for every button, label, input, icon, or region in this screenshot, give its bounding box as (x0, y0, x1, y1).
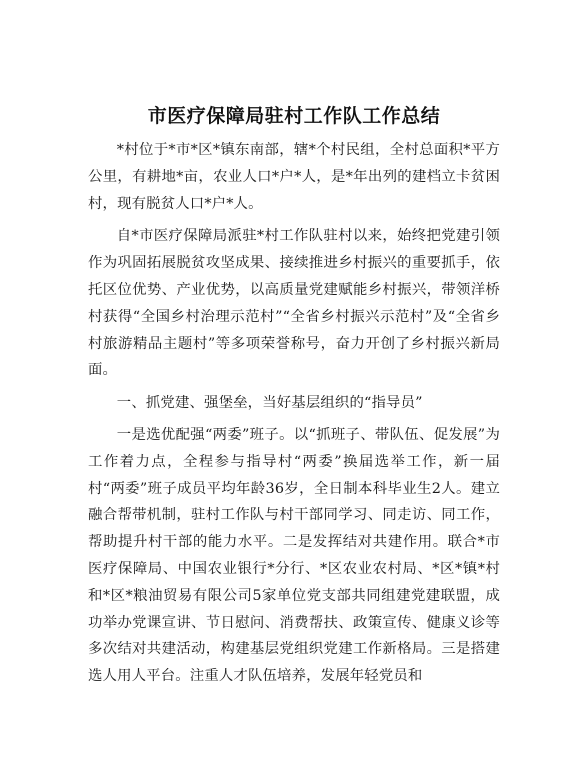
document-title: 市医疗保障局驻村工作队工作总结 (147, 105, 441, 127)
document-body (88, 137, 500, 696)
paragraph-village-overview: *村位于*市*区*镇东南部，辖*个村民组，全村总面积*平方公里，有耕地*亩，农业人口*户*人，是*年出列的建档立卡贫困村，现有脱贫人口*户*人。 (88, 142, 500, 212)
paragraph-party-building-details: 一是选优配强“两委”班子。以“抓班子、带队伍、促发展”为工作着力点，全程参与指导村“两委”换届选举工作，新一届村“两委”班子成员平均年龄36岁，全日制本科毕业生2人。建立融合帮带机制，驻村工作队与村干部同学习、同走访、同工作，帮助提升村干部的能力水平。二是发挥结对共建作用。联合*市医疗保障局、中国农业银行*分行、*区农业农村局、*区*镇*村和*区*粮油贸易有限公司5家单位党支部共同组建党建联盟，成功举办党课宣讲、节日慰问、消费帮扶、政策宣传、健康义诊等多次结对共建活动，构建基层党组织党建工作新格局。三是搭建选人用人平台。注重人才队伍培养，发展年轻党员和 (88, 426, 500, 685)
section-heading-party-building: 一、抓党建、强堡垒，当好基层组织的“指导员” (116, 395, 423, 412)
paragraph-work-team-intro: 自*市医疗保障局派驻*村工作队驻村以来，始终把党建引领作为巩固拓展脱贫攻坚成果、接续推进乡村振兴的重要抓手，依托区位优势、产业优势，以高质量党建赋能乡村振兴，带领洋桥村获得“全国乡村治理示范村”“全省乡村振兴示范村”及“全省乡村旅游精品主题村”等多项荣誉称号，奋力开创了乡村振兴新局面。 (88, 228, 500, 379)
